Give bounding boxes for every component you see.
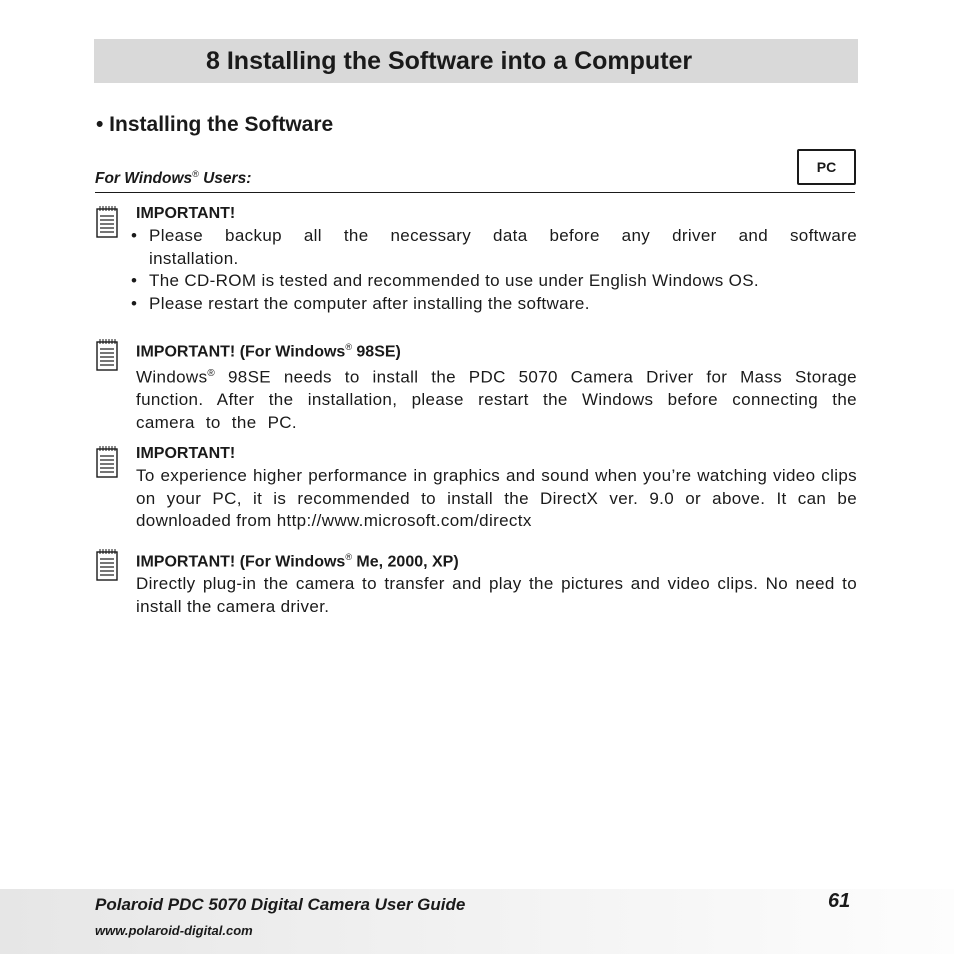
os-label-suffix: Users: <box>198 170 252 188</box>
important-note-general <box>96 203 857 315</box>
os-label-mark: ® <box>192 169 199 179</box>
note-title-suffix: 98SE) <box>351 343 401 361</box>
notepad-icon <box>96 548 118 581</box>
os-label <box>95 169 251 188</box>
footer-title: Polaroid PDC 5070 Digital Camera User Guide <box>95 895 466 914</box>
chapter-title: 8 Installing the Software into a Computer <box>206 47 693 75</box>
note-title <box>136 336 857 363</box>
note-title: IMPORTANT! <box>136 205 236 222</box>
note-body: Directly plug-in the camera to transfer and play the pictures and video clips. No need to install the camera driver. <box>136 574 857 616</box>
note-title-prefix: IMPORTANT! (For Windows <box>136 343 346 361</box>
important-note-directx <box>96 443 857 533</box>
page-number: 61 <box>828 890 851 912</box>
note-title <box>136 546 857 573</box>
registered-mark: ® <box>345 342 352 352</box>
section-heading: • Installing the Software <box>96 113 334 136</box>
chapter-title-bar <box>94 39 858 83</box>
footer-url: www.polaroid-digital.com <box>95 923 253 938</box>
note-body-prefix: Windows <box>136 367 208 387</box>
note-title-prefix: IMPORTANT! (For Windows <box>136 553 346 571</box>
registered-mark: ® <box>345 552 352 562</box>
note-body-suffix: 98SE needs to install the PDC 5070 Camera Driver for Mass Storage function. After the installation, please restart the Windows before connecting the camera to the PC. <box>136 367 857 432</box>
important-note-me-2000-xp <box>96 546 857 618</box>
pc-badge: PC <box>797 149 856 185</box>
bullet-item: • Please backup all the necessary data before any driver and software installation. <box>131 225 857 270</box>
important-note-98se <box>96 336 857 434</box>
bullet-item: • The CD-ROM is tested and recommended to use under English Windows OS. <box>131 270 857 293</box>
section-divider <box>95 192 855 193</box>
registered-mark: ® <box>207 368 216 380</box>
notepad-icon <box>96 445 118 478</box>
note-body <box>136 363 857 434</box>
note-title-suffix: Me, 2000, XP) <box>351 553 459 571</box>
os-label-prefix: For Windows <box>95 170 193 188</box>
notepad-icon <box>96 338 118 371</box>
notepad-icon <box>96 205 118 238</box>
note-bullet-list <box>131 225 857 315</box>
note-body: To experience higher performance in graphics and sound when you’re watching video clips on your PC, it is recommended to install the DirectX ver. 9.0 or above. It can be downloaded from http://www.microsoft.com/directx <box>136 466 857 530</box>
bullet-item: • Please restart the computer after installing the software. <box>131 293 857 316</box>
note-title: IMPORTANT! <box>136 445 236 462</box>
